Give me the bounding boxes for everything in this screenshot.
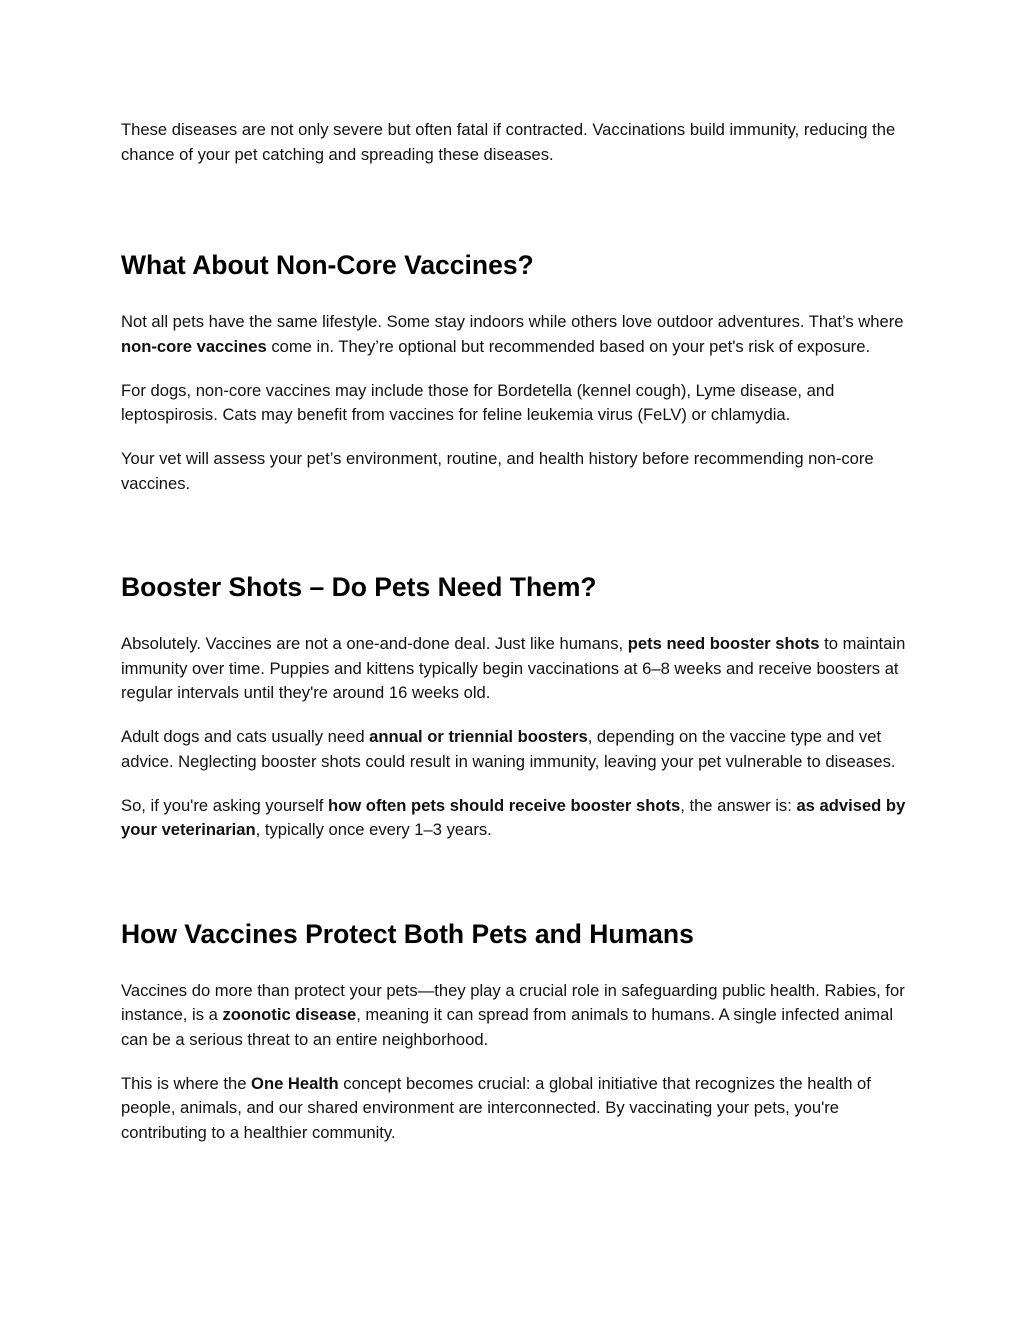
protect-paragraph-2 — [121, 1072, 911, 1146]
heading-spacer — [121, 951, 911, 979]
text-run: , the answer is: — [680, 795, 797, 815]
heading-vaccines-protect: How Vaccines Protect Both Pets and Humans — [121, 918, 694, 949]
text-run: concept becomes crucial: a global initiative that recognizes the health of people, animals, and our shared environment are interconnected. By vaccinating your pets, you're contributing to a healthier community. — [121, 1073, 871, 1142]
non-core-paragraph-2: For dogs, non-core vaccines may include those for Bordetella (kennel cough), Lyme disease, and leptospirosis. Cats may benefit from vaccines for feline leukemia virus (FeLV) or chlamydia. — [121, 380, 835, 424]
non-core-paragraph-1 — [121, 310, 911, 359]
text-run: Adult dogs and cats usually need — [121, 727, 370, 746]
paragraph-spacer — [121, 1052, 911, 1072]
non-core-paragraph-3: Your vet will assess your pet’s environment, routine, and health history before recommending non-core vaccines. — [121, 449, 874, 493]
paragraph-spacer — [121, 359, 911, 379]
bold-term: how often pets should receive booster shots — [328, 795, 681, 815]
text-run: come in. They’re optional but recommended based on your pet's risk of exposure. — [266, 336, 871, 356]
paragraph-spacer — [121, 428, 911, 448]
booster-paragraph-1 — [121, 632, 911, 706]
text-run: , depending on the vaccine type and vet advice. Neglecting booster shots could result in waning immunity, leaving your pet vulnerable to diseases. — [121, 727, 896, 771]
section-spacer — [121, 167, 911, 248]
protect-paragraph-1 — [121, 979, 911, 1053]
text-run: , typically once every 1–3 years. — [255, 820, 492, 839]
intro-paragraph: These diseases are not only severe but often fatal if contracted. Vaccinations build immunity, reducing the chance of your pet catching and spreading these diseases. — [121, 120, 896, 164]
heading-booster-shots: Booster Shots – Do Pets Need Them? — [121, 572, 597, 602]
bold-term: zoonotic disease — [222, 1005, 357, 1024]
text-run: Not all pets have the same lifestyle. Some stay indoors while others love outdoor adventures. That’s where — [121, 312, 904, 331]
section-spacer — [121, 843, 911, 917]
section-spacer — [121, 496, 911, 570]
text-run: to maintain immunity over time. Puppies and kittens typically begin vaccinations at 6–8 weeks and receive boosters at regular intervals until they're around 16 weeks old. — [121, 634, 906, 702]
bold-term: pets need booster shots — [627, 634, 820, 653]
booster-paragraph-2 — [121, 725, 911, 774]
heading-spacer — [121, 604, 911, 632]
text-run: , meaning it can spread from animals to humans. A single infected animal can be a serious threat to an entire neighborhood. — [121, 1005, 894, 1049]
paragraph-spacer — [121, 774, 911, 794]
bold-term: as advised by your veterinarian — [121, 795, 906, 839]
heading-non-core-vaccines: What About Non-Core Vaccines? — [121, 250, 534, 280]
bold-term: annual or triennial boosters — [369, 727, 588, 746]
text-run: This is where the — [121, 1073, 252, 1093]
booster-paragraph-3 — [121, 794, 911, 843]
text-run: Absolutely. Vaccines are not a one-and-done deal. Just like humans, — [121, 634, 628, 653]
bold-term: non-core vaccines — [121, 336, 267, 356]
bold-term: One Health — [251, 1073, 339, 1093]
paragraph-spacer — [121, 706, 911, 726]
heading-spacer — [121, 282, 911, 310]
document-page — [121, 118, 911, 1145]
text-run: So, if you're asking yourself — [121, 795, 329, 815]
text-run: Vaccines do more than protect your pets—they play a crucial role in safeguarding public health. Rabies, for instance, is a — [121, 980, 905, 1024]
